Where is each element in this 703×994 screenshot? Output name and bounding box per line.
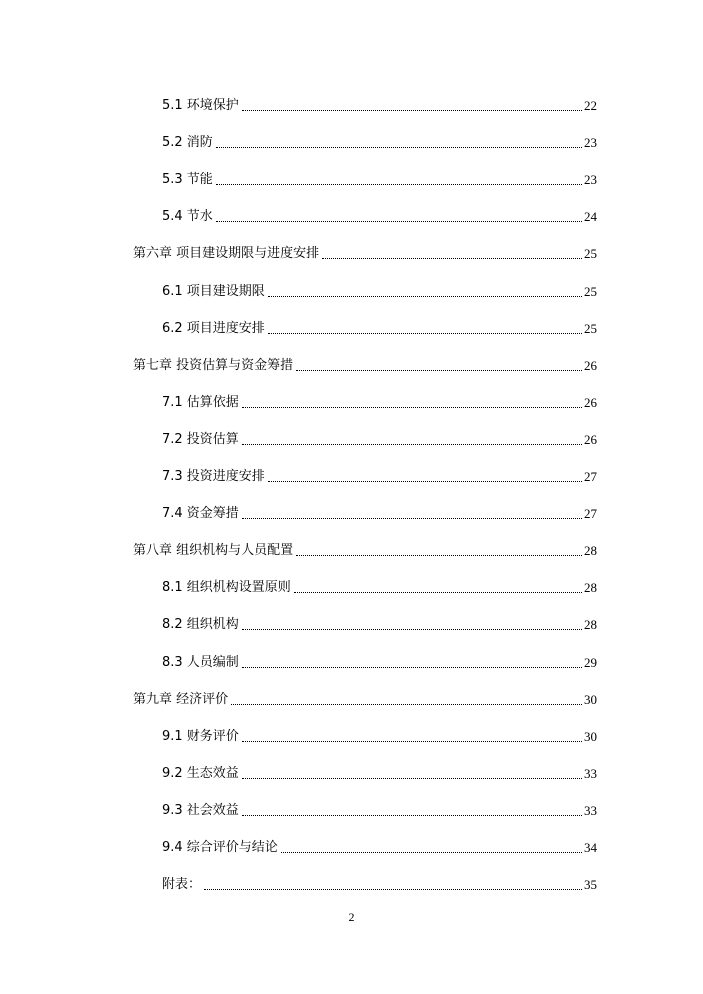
toc-section-entry[interactable]: [162, 836, 597, 856]
toc-entry-label: 9.4 综合评价与结论: [162, 840, 278, 855]
toc-section-entry[interactable]: [162, 725, 597, 745]
toc-dot-leader: [231, 703, 582, 705]
toc-entry-page: 29: [584, 655, 597, 670]
toc-entry-page: 23: [584, 135, 597, 150]
toc-section-entry[interactable]: [162, 205, 597, 225]
toc-entry-label: 6.1 项目建设期限: [162, 284, 265, 299]
toc-entry-label: 7.3 投资进度安排: [162, 469, 265, 484]
toc-dot-leader: [242, 443, 582, 445]
toc-dot-leader: [242, 777, 582, 779]
toc-dot-leader: [296, 554, 582, 556]
toc-entry-label: 第六章 项目建设期限与进度安排: [133, 246, 320, 261]
page-number: 2: [348, 910, 355, 924]
toc-dot-leader: [268, 480, 582, 482]
toc-dot-leader: [204, 888, 582, 890]
toc-dot-leader: [296, 369, 582, 371]
toc-dot-leader: [242, 814, 582, 816]
toc-dot-leader: [216, 183, 582, 185]
toc-section-entry[interactable]: [162, 168, 597, 188]
toc-section-entry[interactable]: [162, 576, 597, 596]
toc-entry-page: 24: [584, 209, 597, 224]
toc-entry-page: 26: [584, 358, 597, 373]
toc-entry-label: 附表：: [162, 877, 202, 892]
toc-entry-page: 28: [584, 543, 597, 558]
toc-entry-label: 7.2 投资估算: [162, 432, 239, 447]
toc-entry-page: 33: [584, 766, 597, 781]
toc-section-entry[interactable]: [162, 613, 597, 633]
toc-section-entry[interactable]: [162, 465, 597, 485]
toc-section-entry[interactable]: [162, 799, 597, 819]
toc-dot-leader: [242, 628, 582, 630]
toc-dot-leader: [268, 332, 582, 334]
toc-chapter-entry[interactable]: [133, 354, 597, 374]
toc-entry-label: 8.1 组织机构设置原则: [162, 580, 291, 595]
toc-dot-leader: [216, 146, 582, 148]
toc-section-entry[interactable]: [162, 317, 597, 337]
toc-section-entry[interactable]: [162, 762, 597, 782]
toc-entry-label: 7.1 估算依据: [162, 395, 239, 410]
toc-entry-label: 5.3 节能: [162, 172, 213, 187]
toc-entry-label: 8.2 组织机构: [162, 617, 239, 632]
toc-section-entry[interactable]: [162, 94, 597, 114]
toc-entry-label: 9.2 生态效益: [162, 766, 239, 781]
toc-dot-leader: [322, 257, 582, 259]
toc-entry-label: 第八章 组织机构与人员配置: [133, 543, 294, 558]
toc-entry-label: 6.2 项目进度安排: [162, 321, 265, 336]
toc-section-entry[interactable]: [162, 428, 597, 448]
toc-section-entry[interactable]: [162, 502, 597, 522]
toc-chapter-entry[interactable]: [133, 688, 597, 708]
toc-entry-page: 28: [584, 617, 597, 632]
toc-section-entry[interactable]: [162, 391, 597, 411]
toc-entry-page: 26: [584, 432, 597, 447]
toc-entry-page: 25: [584, 321, 597, 336]
toc-entry-page: 27: [584, 469, 597, 484]
toc-chapter-entry[interactable]: [133, 539, 597, 559]
toc-entry-label: 5.1 环境保护: [162, 98, 239, 113]
toc-entry-label: 7.4 资金筹措: [162, 506, 239, 521]
toc-entry-label: 5.4 节水: [162, 209, 213, 224]
toc-chapter-entry[interactable]: [133, 242, 597, 262]
toc-entry-label: 8.3 人员编制: [162, 655, 239, 670]
toc-entry-page: 33: [584, 803, 597, 818]
toc-entry-page: 28: [584, 580, 597, 595]
toc-entry-page: 30: [584, 729, 597, 744]
toc-entry-page: 30: [584, 692, 597, 707]
toc-section-entry[interactable]: [162, 131, 597, 151]
toc-entry-page: 23: [584, 172, 597, 187]
toc-dot-leader: [242, 406, 582, 408]
toc-section-entry[interactable]: [162, 280, 597, 300]
toc-dot-leader: [216, 220, 582, 222]
toc-entry-page: 22: [584, 98, 597, 113]
toc-section-entry[interactable]: [162, 873, 597, 893]
toc-entry-page: 35: [584, 877, 597, 892]
toc-dot-leader: [242, 666, 582, 668]
toc-entry-page: 34: [584, 840, 597, 855]
toc-entry-label: 9.1 财务评价: [162, 729, 239, 744]
toc-entry-page: 25: [584, 284, 597, 299]
toc-section-entry[interactable]: [162, 651, 597, 671]
toc-dot-leader: [281, 851, 582, 853]
toc-entry-label: 第七章 投资估算与资金筹措: [133, 358, 294, 373]
toc-dot-leader: [242, 517, 582, 519]
toc-entry-label: 第九章 经济评价: [133, 692, 229, 707]
toc-dot-leader: [242, 109, 582, 111]
toc-entry-page: 25: [584, 246, 597, 261]
toc-entry-label: 5.2 消防: [162, 135, 213, 150]
toc-entry-page: 26: [584, 395, 597, 410]
toc-entry-page: 27: [584, 506, 597, 521]
toc-dot-leader: [242, 740, 582, 742]
toc-dot-leader: [294, 591, 582, 593]
toc-entry-label: 9.3 社会效益: [162, 803, 239, 818]
toc-dot-leader: [268, 295, 582, 297]
